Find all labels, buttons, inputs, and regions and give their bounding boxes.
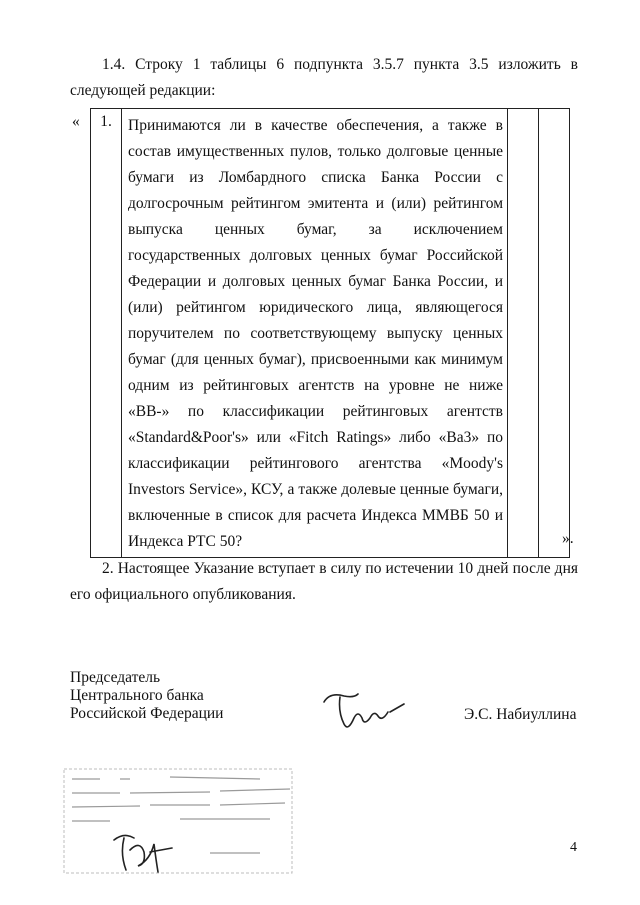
signatory-title-line: Председатель [70, 669, 161, 686]
signatory-name: Э.С. Набиуллина [464, 706, 577, 723]
text-line: выпуска ценных бумаг, за исключением [128, 221, 503, 238]
page-number: 4 [570, 840, 577, 855]
text-line: долгосрочным рейтингом эмитента и (или) рейтингом [128, 195, 503, 212]
signatory-title [70, 669, 223, 723]
empty-cell [508, 109, 539, 558]
text-line: одним из рейтинговых агентств на уровне не ниже [128, 377, 503, 394]
text-line: классификации рейтингового агентства «Moody's [128, 455, 503, 472]
row-text-cell [122, 109, 508, 558]
text-line: (или) рейтингом юридического лица, являющегося [128, 299, 503, 316]
amended-table [90, 108, 570, 558]
text-line: состав имущественных пулов, только долговые ценные [128, 143, 503, 160]
paragraph-effective-date: 2. Настоящее Указание вступает в силу по истечении 10 дней после дня его официального опубликования. [70, 560, 578, 603]
text-line: Investors Service», КСУ, а также долевые ценные бумаги, [128, 481, 503, 498]
handwritten-signature [318, 688, 418, 738]
quote-close-mark: ». [562, 530, 574, 547]
approval-stamp [60, 765, 300, 880]
signatory-title-line: Центрального банка [70, 687, 204, 704]
text-line: государственных долговых ценных бумаг Российской [128, 247, 503, 264]
text-line: Федерации и долговых ценных бумаг Банка России, и [128, 273, 503, 290]
text-line: бумаги из Ломбардного списка Банка России с [128, 169, 503, 186]
text-line: Принимаются ли в качестве обеспечения, а также в [128, 117, 503, 134]
text-line: поручителем по соответствующему выпуску ценных [128, 325, 503, 342]
row-number-cell: 1. [91, 109, 122, 558]
paragraph-amendment: 1.4. Строку 1 таблицы 6 подпункта 3.5.7 пункта 3.5 изложить в следующей редакции: [70, 56, 578, 99]
text-line: Индекса РТС 50? [128, 533, 243, 550]
text-line: «ВВ-» по классификации рейтинговых агентств [128, 403, 503, 420]
quote-open-mark: « [72, 113, 80, 130]
text-line: «Standard&Poor's» или «Fitch Ratings» либо «Ва3» по [128, 429, 503, 446]
text-line: включенные в список для расчета Индекса ММВБ 50 и [128, 507, 503, 524]
table-row [91, 109, 570, 558]
empty-cell [539, 109, 570, 558]
stamp-signature [110, 830, 180, 880]
signatory-title-line: Российской Федерации [70, 705, 224, 722]
text-line: бумаг (для ценных бумаг), присвоенными как минимум [128, 351, 503, 368]
